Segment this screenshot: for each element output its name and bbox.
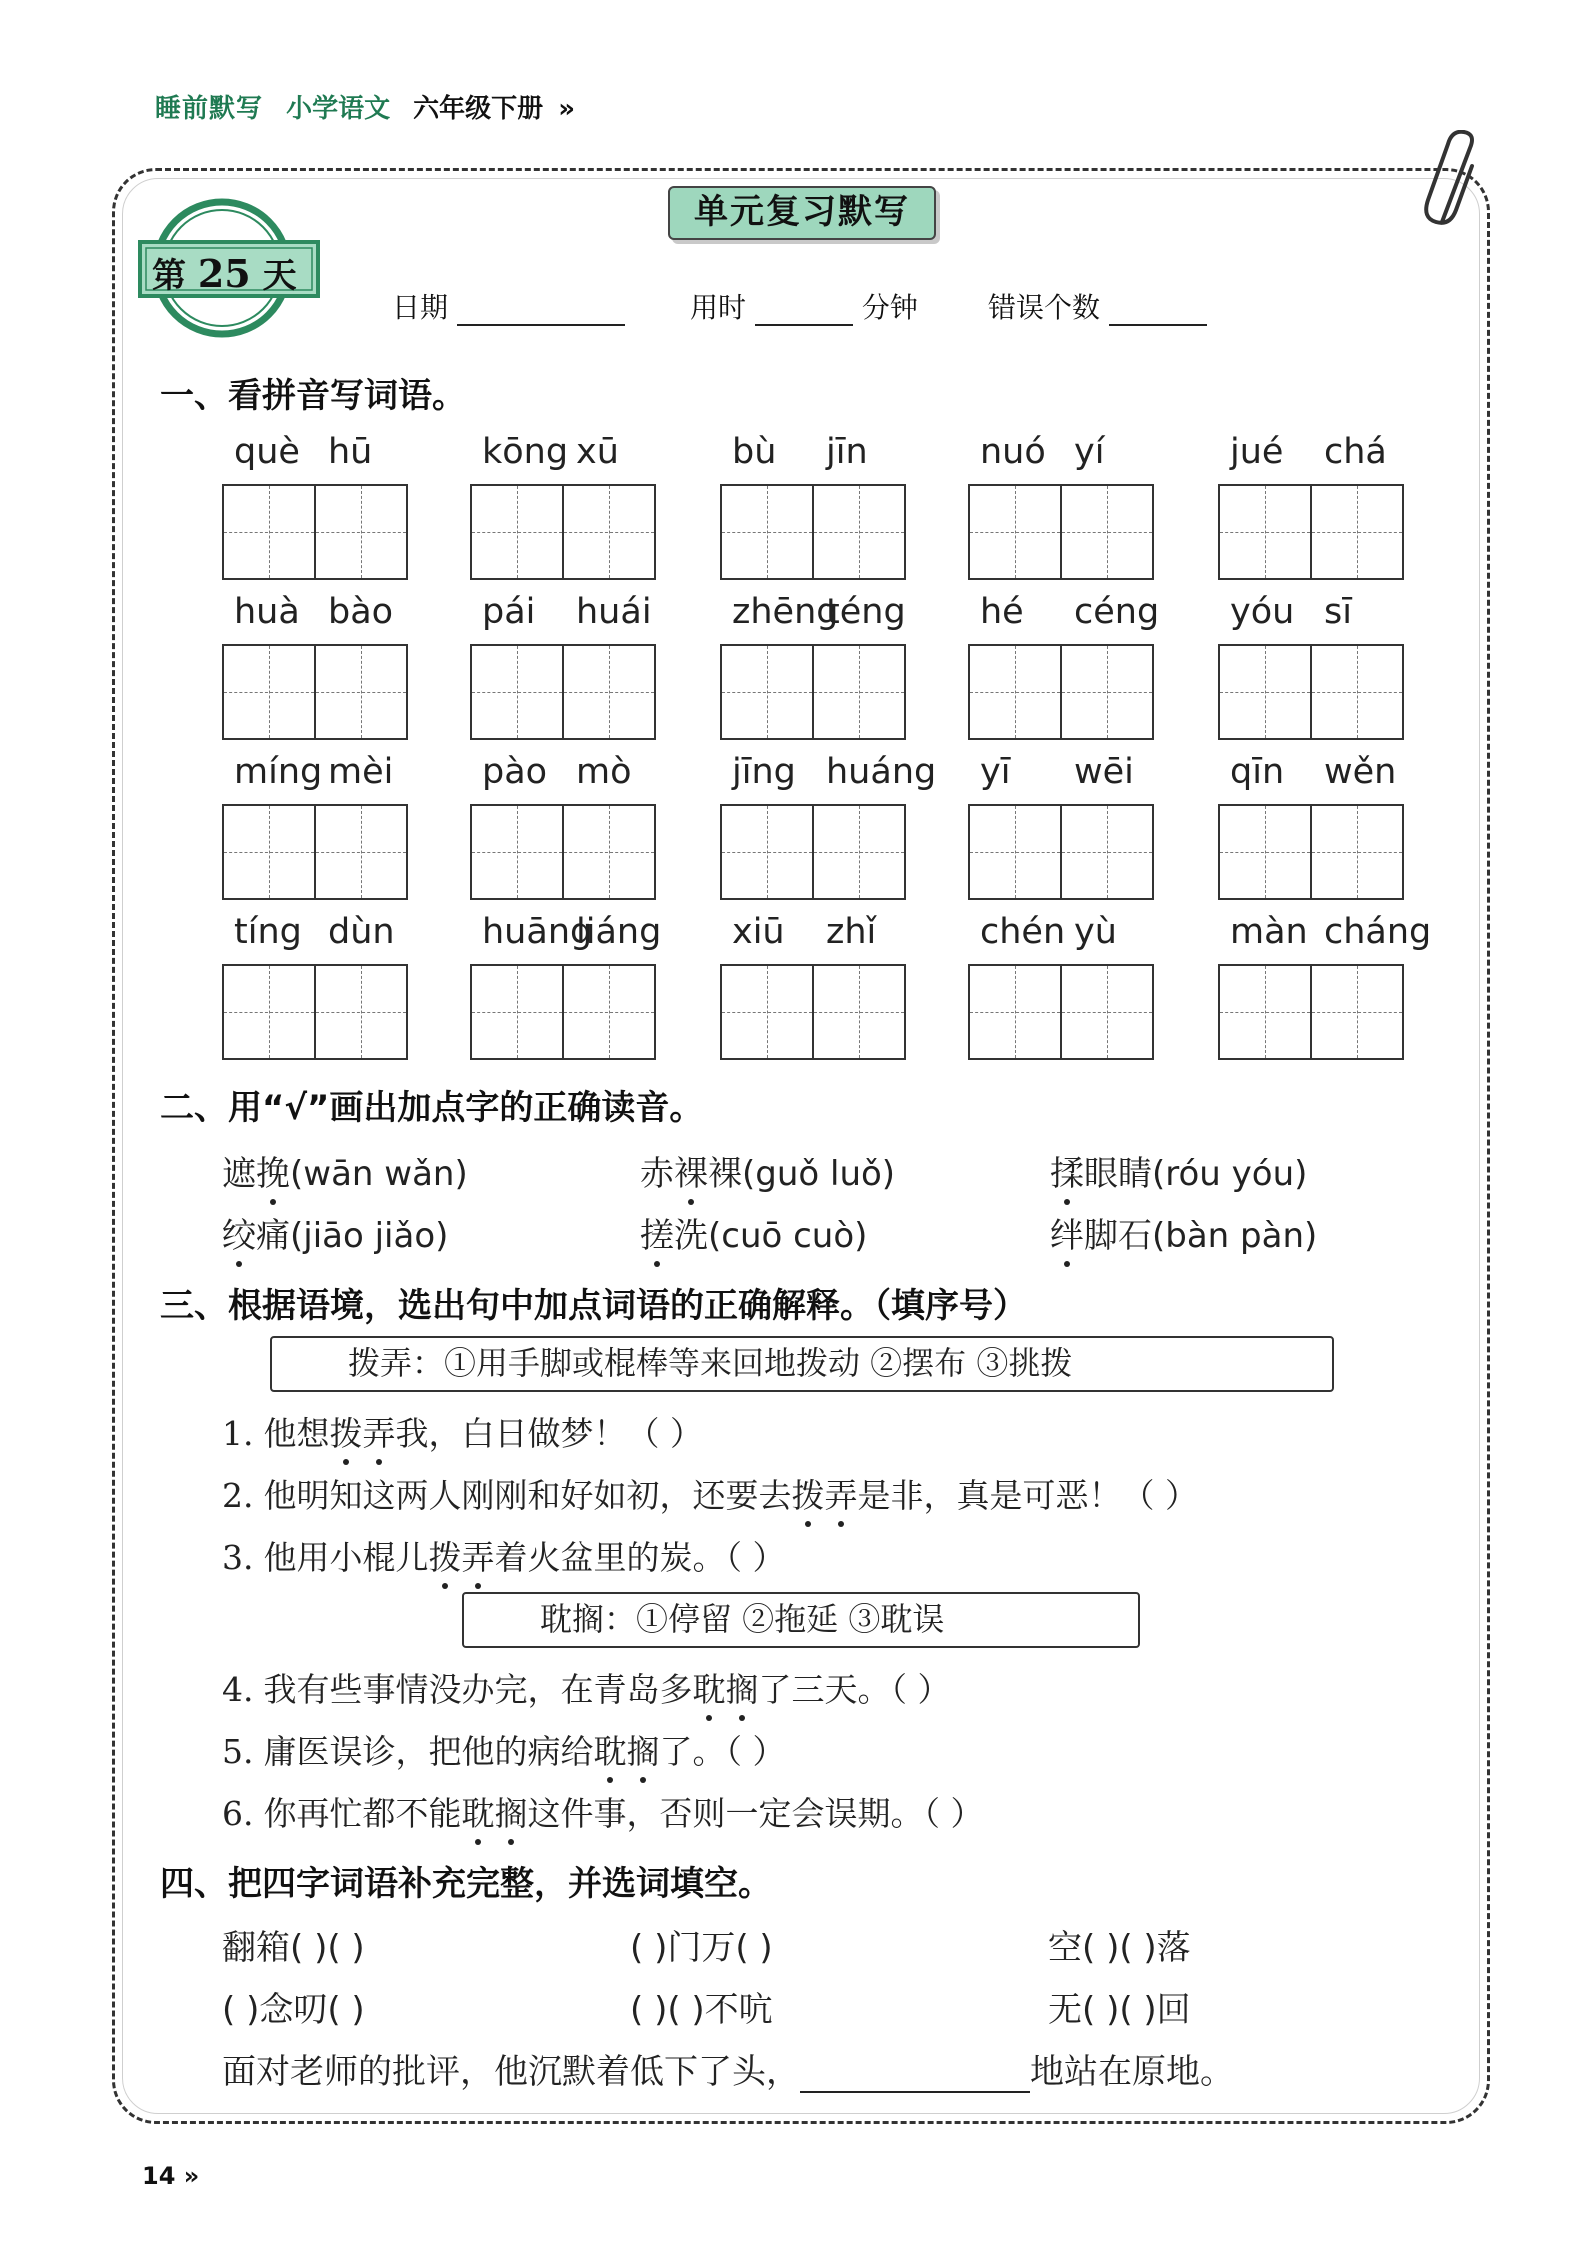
writing-square[interactable] bbox=[970, 486, 1060, 578]
pinyin-syllable-1: chén bbox=[980, 912, 1066, 952]
question-number: 4. bbox=[222, 1670, 254, 1709]
writing-square[interactable] bbox=[1060, 646, 1152, 738]
pinyin-label bbox=[968, 912, 1158, 960]
question-number: 2. bbox=[222, 1476, 254, 1515]
pinyin-syllable-2: zhǐ bbox=[826, 912, 877, 952]
writing-square[interactable] bbox=[1220, 966, 1310, 1058]
date-label: 日期 bbox=[392, 291, 449, 324]
writing-square[interactable] bbox=[224, 806, 314, 898]
pinyin-syllable-1: bù bbox=[732, 432, 777, 472]
writing-square[interactable] bbox=[970, 646, 1060, 738]
errors-label: 错误个数 bbox=[988, 291, 1101, 324]
pinyin-syllable-2: huáng bbox=[826, 752, 937, 792]
dotted-word bbox=[429, 1532, 495, 1579]
writing-square[interactable] bbox=[1310, 646, 1402, 738]
writing-box[interactable] bbox=[968, 644, 1154, 740]
pinyin-label bbox=[222, 912, 412, 960]
writing-square[interactable] bbox=[472, 486, 562, 578]
definition-box-2: 耽搁：①停留 ②拖延 ③耽误 bbox=[462, 1592, 1140, 1648]
fill-sentence bbox=[222, 2044, 1234, 2093]
writing-square[interactable] bbox=[1310, 806, 1402, 898]
pinyin-syllable-1: yī bbox=[980, 752, 1011, 792]
pinyin-syllable-1: màn bbox=[1230, 912, 1308, 952]
pinyin-syllable-1: huāng bbox=[482, 912, 593, 952]
word-suffix: 眼睛 bbox=[1084, 1154, 1152, 1194]
writing-square[interactable] bbox=[1310, 966, 1402, 1058]
errors-blank[interactable] bbox=[1109, 298, 1207, 326]
writing-square[interactable] bbox=[722, 966, 812, 1058]
pinyin-label bbox=[222, 592, 412, 640]
pinyin-syllable-2: céng bbox=[1074, 592, 1160, 632]
pinyin-syllable-2: cháng bbox=[1324, 912, 1432, 952]
writing-square[interactable] bbox=[314, 966, 406, 1058]
pinyin-syllable-2: jīn bbox=[826, 432, 868, 472]
pinyin-label bbox=[720, 592, 910, 640]
pinyin-label bbox=[1218, 912, 1432, 960]
writing-box[interactable] bbox=[222, 804, 408, 900]
dotted-character: 拨 bbox=[792, 1470, 825, 1517]
writing-box[interactable] bbox=[222, 484, 408, 580]
pinyin-label bbox=[720, 752, 937, 800]
writing-square[interactable] bbox=[562, 486, 654, 578]
writing-square[interactable] bbox=[970, 806, 1060, 898]
writing-square[interactable] bbox=[472, 806, 562, 898]
sentence-post: 地站在原地。 bbox=[1030, 2052, 1234, 2092]
dotted-character: 绊 bbox=[1050, 1208, 1084, 1257]
writing-square[interactable] bbox=[1060, 966, 1152, 1058]
pinyin-syllable-1: yóu bbox=[1230, 592, 1295, 632]
dotted-character: 搁 bbox=[627, 1726, 660, 1773]
pinyin-syllable-2: huái bbox=[576, 592, 652, 632]
pinyin-syllable-2: téng bbox=[826, 592, 906, 632]
dotted-word bbox=[594, 1726, 660, 1773]
pinyin-syllable-1: míng bbox=[234, 752, 323, 792]
writing-box[interactable] bbox=[222, 964, 408, 1060]
pinyin-label bbox=[222, 432, 412, 480]
pinyin-syllable-2: chá bbox=[1324, 432, 1387, 472]
pinyin-label bbox=[1218, 752, 1408, 800]
pinyin-syllable-1: jué bbox=[1230, 432, 1284, 472]
pinyin-syllable-2: dùn bbox=[328, 912, 395, 952]
pronunciation-item bbox=[640, 1146, 895, 1195]
question-q2 bbox=[222, 1470, 1198, 1517]
pinyin-syllable-1: què bbox=[234, 432, 300, 472]
dotted-word bbox=[792, 1470, 858, 1517]
writing-square[interactable] bbox=[224, 966, 314, 1058]
question-q3 bbox=[222, 1532, 786, 1579]
question-answer-blank[interactable]: 着火盆里的炭。（ ） bbox=[494, 1538, 786, 1577]
dotted-character: 耽 bbox=[594, 1726, 627, 1773]
page-number-value: 14 bbox=[142, 2162, 176, 2190]
writing-square[interactable] bbox=[812, 966, 904, 1058]
pinyin-syllable-1: zhēng bbox=[732, 592, 839, 632]
pinyin-syllable-1: xiū bbox=[732, 912, 785, 952]
pinyin-syllable-1: tíng bbox=[234, 912, 302, 952]
writing-square[interactable] bbox=[562, 966, 654, 1058]
dotted-character: 拨 bbox=[330, 1408, 363, 1455]
subject-label: 小学语文 bbox=[286, 94, 391, 124]
question-answer-blank[interactable]: 我，白日做梦！（ ） bbox=[395, 1414, 703, 1453]
writing-square[interactable] bbox=[722, 806, 812, 898]
pronunciation-item bbox=[222, 1208, 448, 1257]
idiom-1[interactable]: 翻箱( )( ) bbox=[222, 1928, 365, 1968]
dotted-character: 搁 bbox=[495, 1788, 528, 1835]
pinyin-syllable-2: mò bbox=[576, 752, 632, 792]
pinyin-syllable-1: hé bbox=[980, 592, 1024, 632]
writing-square[interactable] bbox=[722, 486, 812, 578]
paper-clip-icon bbox=[1420, 130, 1490, 240]
dotted-word bbox=[693, 1664, 759, 1711]
pinyin-label bbox=[720, 912, 910, 960]
writing-box[interactable] bbox=[1218, 484, 1404, 580]
question-text: 我有些事情没办完，在青岛多 bbox=[263, 1670, 693, 1709]
question-text: 他想 bbox=[263, 1414, 330, 1453]
writing-square[interactable] bbox=[812, 806, 904, 898]
question-text: 他明知这两人刚刚和好如初，还要去 bbox=[263, 1476, 792, 1515]
dotted-word bbox=[462, 1788, 528, 1835]
writing-square[interactable] bbox=[1220, 486, 1310, 578]
word-prefix: 赤 bbox=[640, 1154, 674, 1194]
pinyin-label bbox=[470, 592, 660, 640]
writing-square[interactable] bbox=[1310, 486, 1402, 578]
idiom-2[interactable]: ( )门万( ) bbox=[630, 1928, 773, 1968]
writing-square[interactable] bbox=[722, 646, 812, 738]
grade-label: 六年级下册 bbox=[413, 94, 544, 124]
dotted-character: 搁 bbox=[726, 1664, 759, 1711]
dotted-character: 揉 bbox=[1050, 1146, 1084, 1195]
writing-box[interactable] bbox=[1218, 964, 1404, 1060]
pronunciation-item bbox=[640, 1208, 867, 1257]
writing-square[interactable] bbox=[1220, 646, 1310, 738]
word-suffix: 脚石 bbox=[1084, 1216, 1152, 1256]
reading-options[interactable]: (cuō cuò) bbox=[708, 1216, 868, 1256]
writing-box[interactable] bbox=[720, 964, 906, 1060]
writing-square[interactable] bbox=[224, 486, 314, 578]
question-number: 5. bbox=[222, 1732, 254, 1771]
time-field bbox=[690, 286, 918, 326]
day-suffix: 天 bbox=[262, 256, 297, 296]
question-q6 bbox=[222, 1788, 984, 1835]
brand-label: 睡前默写 bbox=[155, 94, 264, 124]
question-q4 bbox=[222, 1664, 951, 1711]
writing-square[interactable] bbox=[812, 486, 904, 578]
writing-square[interactable] bbox=[314, 806, 406, 898]
date-field bbox=[392, 286, 625, 326]
pinyin-syllable-2: hū bbox=[328, 432, 373, 472]
pinyin-syllable-1: jīng bbox=[732, 752, 796, 792]
pinyin-syllable-1: huà bbox=[234, 592, 300, 632]
idiom-4[interactable]: ( )念叨( ) bbox=[222, 1990, 365, 2030]
question-q1 bbox=[222, 1408, 703, 1455]
pinyin-label bbox=[720, 432, 910, 480]
pinyin-syllable-1: pào bbox=[482, 752, 548, 792]
writing-square[interactable] bbox=[970, 966, 1060, 1058]
writing-box[interactable] bbox=[1218, 644, 1404, 740]
question-text: 庸医误诊，把他的病给 bbox=[263, 1732, 594, 1771]
question-text: 你再忙都不能 bbox=[263, 1794, 462, 1833]
question-number: 6. bbox=[222, 1794, 254, 1833]
definition-box-1: 拨弄：①用手脚或棍棒等来回地拨动 ②摆布 ③挑拨 bbox=[270, 1336, 1334, 1392]
question-number: 3. bbox=[222, 1538, 254, 1577]
sentence-pre: 面对老师的批评，他沉默着低下了头， bbox=[222, 2052, 800, 2092]
pinyin-syllable-2: yù bbox=[1074, 912, 1117, 952]
dotted-character: 裸 bbox=[674, 1146, 708, 1195]
reading-options[interactable]: (wān wǎn) bbox=[290, 1154, 468, 1194]
idiom-3[interactable]: 空( )( )落 bbox=[1048, 1928, 1191, 1968]
pinyin-label bbox=[968, 432, 1158, 480]
writing-box[interactable] bbox=[968, 484, 1154, 580]
writing-square[interactable] bbox=[562, 806, 654, 898]
dotted-character: 搓 bbox=[640, 1208, 674, 1257]
pinyin-label bbox=[470, 912, 660, 960]
pinyin-syllable-2: wēi bbox=[1074, 752, 1134, 792]
writing-box[interactable] bbox=[720, 644, 906, 740]
pronunciation-item bbox=[222, 1146, 468, 1195]
sentence-blank[interactable] bbox=[800, 2059, 1030, 2093]
dotted-character: 弄 bbox=[363, 1408, 396, 1455]
writing-square[interactable] bbox=[1060, 806, 1152, 898]
writing-box[interactable] bbox=[470, 484, 656, 580]
idiom-5[interactable]: ( )( )不吭 bbox=[630, 1990, 773, 2030]
writing-box[interactable] bbox=[470, 804, 656, 900]
dotted-character: 耽 bbox=[462, 1788, 495, 1835]
question-number: 1. bbox=[222, 1414, 254, 1453]
writing-box[interactable] bbox=[968, 804, 1154, 900]
pinyin-syllable-1: kōng bbox=[482, 432, 569, 472]
word-suffix: 痛 bbox=[256, 1216, 290, 1256]
page-header bbox=[155, 88, 575, 125]
page-title: 单元复习默写 bbox=[668, 186, 936, 240]
pinyin-label bbox=[968, 592, 1158, 640]
pinyin-label bbox=[1218, 432, 1408, 480]
pinyin-syllable-2: sī bbox=[1324, 592, 1352, 632]
pinyin-syllable-2: wěn bbox=[1324, 752, 1397, 792]
pinyin-syllable-2: mèi bbox=[328, 752, 394, 792]
question-answer-blank[interactable]: 是非，真是可恶！（ ） bbox=[857, 1476, 1198, 1515]
question-answer-blank[interactable]: 了三天。（ ） bbox=[758, 1670, 951, 1709]
pinyin-label bbox=[968, 752, 1158, 800]
pronunciation-item bbox=[1050, 1208, 1317, 1257]
writing-box[interactable] bbox=[1218, 804, 1404, 900]
section2-title: 二、用“√”画出加点字的正确读音。 bbox=[160, 1088, 704, 1128]
page-number bbox=[142, 2162, 199, 2190]
day-prefix: 第 bbox=[152, 256, 186, 296]
section1-title: 一、看拼音写词语。 bbox=[160, 376, 466, 416]
writing-box[interactable] bbox=[470, 644, 656, 740]
reading-options[interactable]: (róu yóu) bbox=[1152, 1154, 1308, 1194]
day-badge-text bbox=[152, 248, 297, 297]
writing-square[interactable] bbox=[224, 646, 314, 738]
word-prefix: 遮 bbox=[222, 1154, 256, 1194]
question-answer-blank[interactable]: 这件事，否则一定会误期。（ ） bbox=[527, 1794, 984, 1833]
date-blank[interactable] bbox=[457, 298, 625, 326]
time-label: 用时 bbox=[690, 291, 747, 324]
writing-square[interactable] bbox=[562, 646, 654, 738]
word-suffix: 裸 bbox=[708, 1154, 742, 1194]
dotted-character: 拨 bbox=[429, 1532, 462, 1579]
question-text: 他用小棍儿 bbox=[263, 1538, 429, 1577]
reading-options[interactable]: (guǒ luǒ) bbox=[742, 1154, 896, 1194]
pinyin-syllable-2: xū bbox=[576, 432, 619, 472]
question-answer-blank[interactable]: 了。（ ） bbox=[659, 1732, 786, 1771]
dotted-word bbox=[330, 1408, 396, 1455]
writing-box[interactable] bbox=[720, 484, 906, 580]
pinyin-label bbox=[470, 432, 660, 480]
writing-box[interactable] bbox=[222, 644, 408, 740]
dotted-character: 耽 bbox=[693, 1664, 726, 1711]
writing-box[interactable] bbox=[470, 964, 656, 1060]
pinyin-syllable-2: yí bbox=[1074, 432, 1105, 472]
pinyin-syllable-2: bào bbox=[328, 592, 394, 632]
time-blank[interactable] bbox=[755, 298, 853, 326]
writing-box[interactable] bbox=[720, 804, 906, 900]
idiom-6[interactable]: 无( )( )回 bbox=[1048, 1990, 1191, 2030]
question-q5 bbox=[222, 1726, 786, 1773]
writing-square[interactable] bbox=[314, 486, 406, 578]
word-suffix: 洗 bbox=[674, 1216, 708, 1256]
writing-square[interactable] bbox=[1060, 486, 1152, 578]
pinyin-syllable-1: pái bbox=[482, 592, 536, 632]
day-number: 25 bbox=[197, 251, 251, 296]
writing-square[interactable] bbox=[1220, 806, 1310, 898]
dotted-character: 绞 bbox=[222, 1208, 256, 1257]
writing-box[interactable] bbox=[968, 964, 1154, 1060]
pinyin-label bbox=[222, 752, 412, 800]
dotted-character: 弄 bbox=[825, 1470, 858, 1517]
pinyin-syllable-1: qīn bbox=[1230, 752, 1285, 792]
writing-square[interactable] bbox=[472, 646, 562, 738]
section3-title: 三、根据语境，选出句中加点词语的正确解释。（填序号） bbox=[160, 1286, 1027, 1326]
section4-title: 四、把四字词语补充完整，并选词填空。 bbox=[160, 1864, 772, 1904]
pinyin-syllable-1: nuó bbox=[980, 432, 1046, 472]
writing-square[interactable] bbox=[812, 646, 904, 738]
pinyin-label bbox=[470, 752, 660, 800]
writing-square[interactable] bbox=[314, 646, 406, 738]
dotted-character: 挽 bbox=[256, 1146, 290, 1195]
writing-square[interactable] bbox=[472, 966, 562, 1058]
footer-arrow-icon: » bbox=[183, 2162, 200, 2190]
pronunciation-item bbox=[1050, 1146, 1307, 1195]
time-unit: 分钟 bbox=[861, 291, 918, 324]
errors-field bbox=[988, 286, 1207, 326]
dotted-character: 弄 bbox=[462, 1532, 495, 1579]
pinyin-syllable-2: liáng bbox=[576, 912, 662, 952]
reading-options[interactable]: (jiāo jiǎo) bbox=[290, 1216, 449, 1256]
reading-options[interactable]: (bàn pàn) bbox=[1152, 1216, 1318, 1256]
header-arrow-icon: » bbox=[558, 94, 576, 124]
pinyin-label bbox=[1218, 592, 1408, 640]
